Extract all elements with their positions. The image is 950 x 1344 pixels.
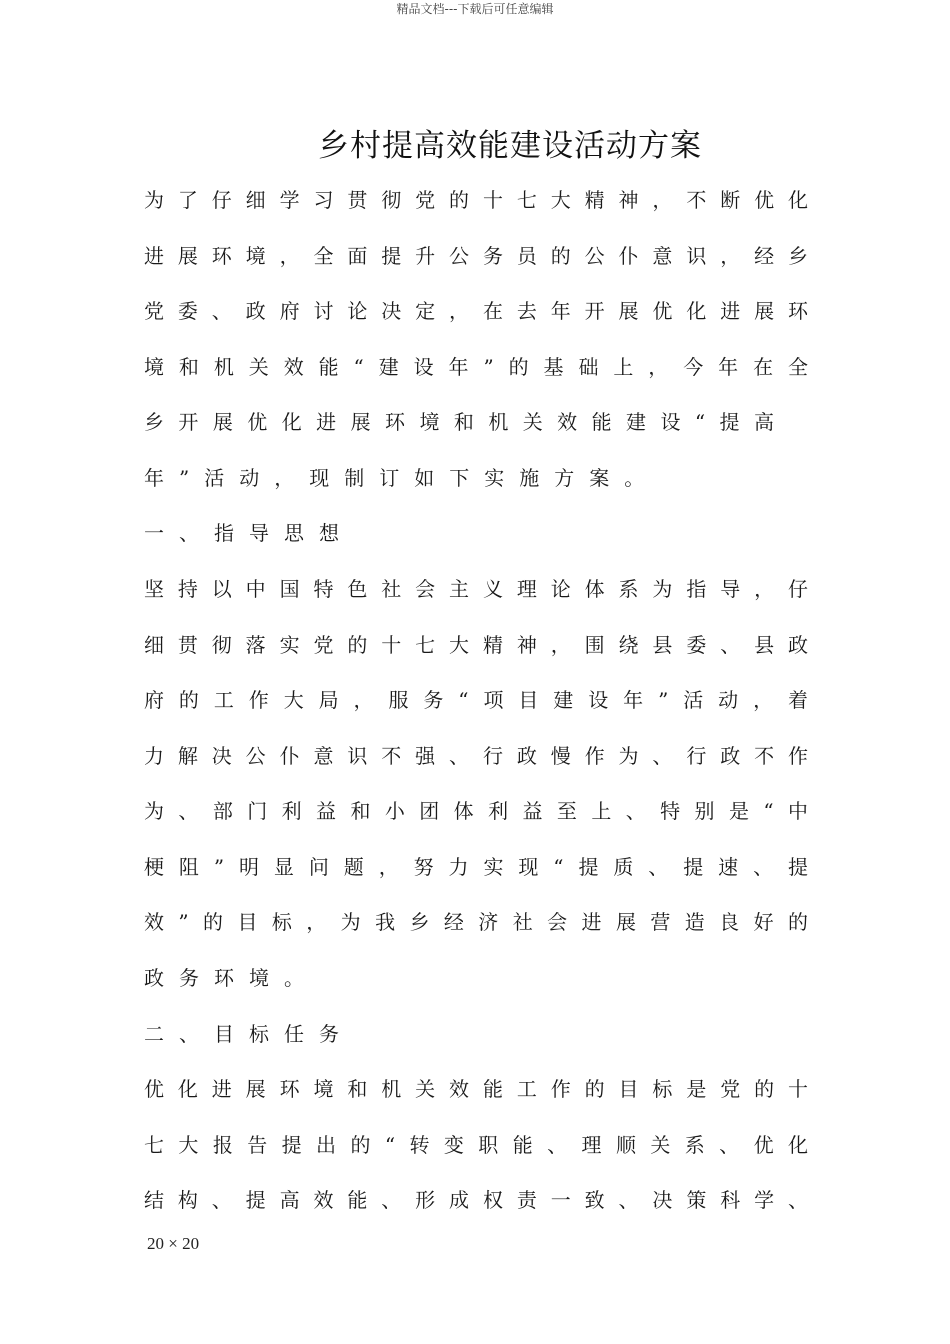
- body-line: 政务环境。: [144, 966, 319, 990]
- body-line: 优化进展环境和机关效能工作的目标是党的十: [144, 1077, 808, 1101]
- body-line: 府的工作大局，服务“项目建设年”活动，着: [144, 688, 808, 712]
- body-line: 坚持以中国特色社会主义理论体系为指导，仔: [144, 577, 808, 601]
- body-line: 为了仔细学习贯彻党的十七大精神，不断优化: [144, 188, 808, 212]
- document-title: 乡村提高效能建设活动方案: [318, 128, 702, 164]
- body-line: 进展环境，全面提升公务员的公仆意识，经乡: [144, 244, 808, 268]
- body-line: 乡开展优化进展环境和机关效能建设“提高: [144, 410, 774, 434]
- body-line: 结构、提高效能、形成权责一致、决策科学、: [144, 1188, 808, 1212]
- body-line: 梗阻”明显问题，努力实现“提质、提速、提: [144, 855, 808, 879]
- body-line: 七大报告提出的“转变职能、理顺关系、优化: [144, 1133, 808, 1157]
- section-heading: 二、目标任务: [144, 1022, 354, 1046]
- body-line: 境和机关效能“建设年”的基础上，今年在全: [144, 355, 808, 379]
- section-heading: 一、指导思想: [144, 521, 354, 545]
- body-line: 年”活动，现制订如下实施方案。: [144, 466, 660, 490]
- body-line: 效”的目标，为我乡经济社会进展营造良好的: [144, 910, 808, 934]
- body-line: 力解决公仆意识不强、行政慢作为、行政不作: [144, 744, 808, 768]
- page-size-label: 20 × 20: [147, 1234, 200, 1253]
- body-line: 为、部门利益和小团体利益至上、特别是“中: [144, 799, 808, 823]
- body-line: 党委、政府讨论决定，在去年开展优化进展环: [144, 299, 808, 323]
- body-line: 细贯彻落实党的十七大精神，围绕县委、县政: [144, 633, 808, 657]
- page-header: 精品文档---下载后可任意编辑: [396, 2, 554, 16]
